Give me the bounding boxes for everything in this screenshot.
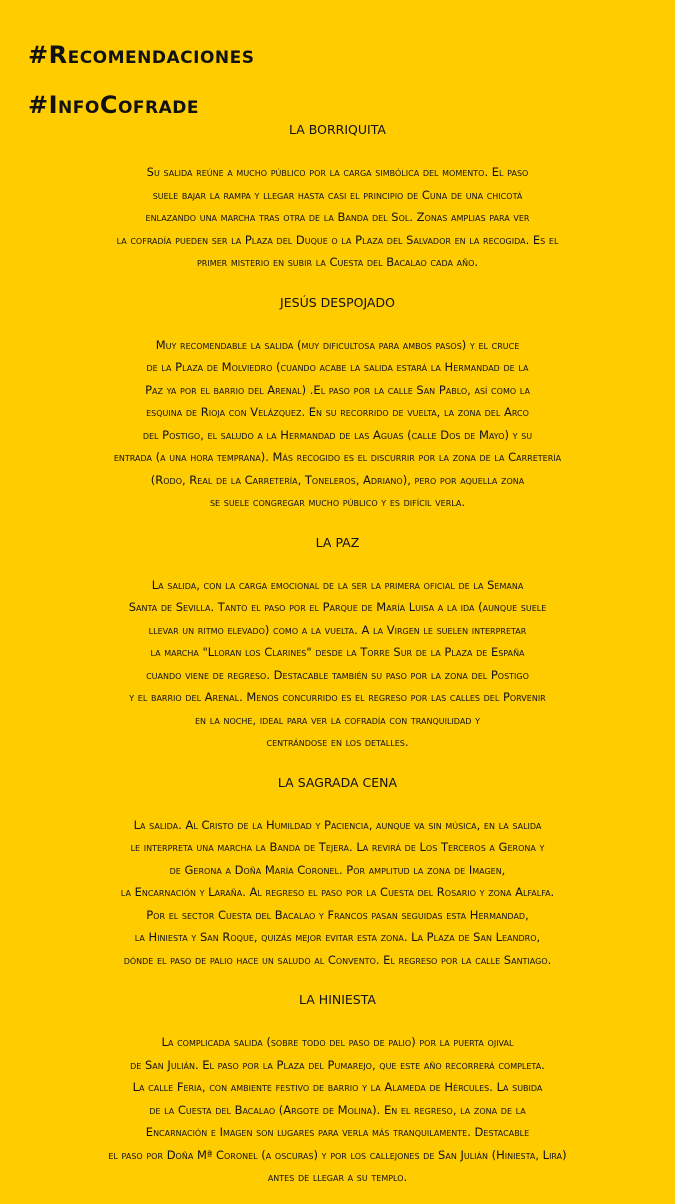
body-line: de Gerona a Doña María Coronel. Por amplitud la zona de Imagen, (169, 862, 506, 877)
body-line: en la noche, ideal para ver la cofradía con tranquilidad y (195, 712, 480, 727)
body-line: de la Plaza de Molviedro (cuando acabe la salida estará la Hermandad de la (146, 360, 529, 374)
section-la-borriquita (0, 116, 675, 274)
section-la-hiniesta (0, 986, 675, 1189)
body-line: de San Julián. El paso por la Plaza del Pumarejo, que este año recorrerá completa. (130, 1057, 545, 1072)
body-line: la Encarnación y Laraña. Al regreso el paso por la Cuesta del Rosario y zona Alfalfa. (120, 885, 555, 899)
section-body (0, 1031, 675, 1189)
section-body (0, 334, 675, 514)
body-line: Santa de Sevilla. Tanto el paso por el Parque de María Luisa a la ida (aunque suele (128, 600, 547, 614)
body-line: la cofradía pueden ser la Plaza del Duque o la Plaza del Salvador en la recogida. Es el (116, 232, 559, 247)
body-line: antes de llegar a su templo. (267, 1170, 408, 1184)
section-title: JESÚS DESPOJADO (280, 294, 395, 310)
body-line: entrada (a una hora temprana). Más recogido es el discurrir por la zona de la Carretería (113, 450, 562, 464)
body-line: La salida, con la carga emocional de la ser la primera oficial de la Semana (151, 577, 524, 592)
body-line: Por el sector Cuesta del Bacalao y Francos pasan seguidas esta Hermandad, (146, 907, 529, 922)
section-title: LA SAGRADA CENA (277, 774, 398, 790)
body-line: le interpreta una marcha la Banda de Tejera. La revirá de Los Terceros a Gerona y (130, 840, 545, 854)
body-line: Encarnación e Imagen son lugares para verla más tranquilamente. Destacable (145, 1125, 530, 1139)
body-line: el paso por Doña Mª Coronel (a oscuras) y por los callejones de San Julián (Hiniesta, Lira) (108, 1147, 567, 1162)
body-line: del Postigo, el saludo a la Hermandad de las Aguas (calle Dos de Mayo) y su (142, 427, 533, 442)
section-title: LA PAZ (315, 534, 360, 550)
body-line: centrándose en los detalles. (266, 735, 409, 749)
body-line: cuando viene de regreso. Destacable también su paso por la zona del Postigo (146, 667, 529, 682)
section-jesus-despojado (0, 289, 675, 514)
hashtag-block (28, 30, 255, 130)
section-body (0, 574, 675, 754)
body-line: Muy recomendable la salida (muy dificultosa para ambos pasos) y el cruce (155, 337, 520, 352)
body-line: (Rodo, Real de la Carretería, Toneleros, Adriano), pero por aquella zona (150, 472, 525, 487)
body-line: enlazando una marcha tras otra de la Banda del Sol. Zonas amplias para ver (145, 210, 530, 224)
section-title: LA BORRIQUITA (289, 122, 386, 137)
body-line: Paz ya por el barrio del Arenal) .El paso por la calle San Pablo, así como la (145, 382, 530, 397)
recommendations-content (0, 116, 675, 1204)
body-line: se suele congregar mucho público y es difícil verla. (209, 495, 466, 509)
body-line: y el barrio del Arenal. Menos concurrido es el regreso por las calles del Porvenir (129, 690, 546, 704)
body-line: llevar un ritmo elevado) como a la vuelta. A la Virgen le suelen interpretar (148, 622, 527, 637)
body-line: La salida. Al Cristo de la Humildad y Paciencia, aunque va sin música, en la salida (133, 817, 542, 832)
section-title: LA HINIESTA (299, 992, 376, 1007)
section-body (0, 814, 675, 972)
body-line: la marcha "Lloran los Clarines" desde la Torre Sur de la Plaza de España (150, 645, 525, 659)
body-line: la Hiniesta y San Roque, quizás mejor evitar esta zona. La Plaza de San Leandro, (134, 930, 541, 944)
section-body (0, 161, 675, 274)
hashtag-recomendaciones: #Recomendaciones (28, 41, 255, 69)
body-line: primer misterio en subir la Cuesta del Bacalao cada año. (196, 255, 479, 269)
body-line: La calle Feria, con ambiente festivo de barrio y la Alameda de Hércules. La subida (132, 1080, 543, 1094)
body-line: dónde el paso de palio hace un saludo al Convento. El regreso por la calle Santiago. (123, 952, 552, 967)
body-line: suele bajar la rampa y llegar hasta casi el principio de Cuna de una chicotá (152, 187, 523, 202)
body-line: La complicada salida (sobre todo del paso de palio) por la puerta ojival (161, 1035, 514, 1049)
body-line: Su salida reúne a mucho público por la carga simbólica del momento. El paso (146, 165, 529, 179)
section-la-sagrada-cena (0, 769, 675, 972)
section-la-paz (0, 529, 675, 754)
body-line: de la Cuesta del Bacalao (Argote de Molina). En el regreso, la zona de la (149, 1102, 526, 1117)
body-line: esquina de Rioja con Velázquez. En su recorrido de vuelta, la zona del Arco (146, 405, 529, 419)
hashtag-infocofrade: #InfoCofrade (28, 91, 199, 119)
